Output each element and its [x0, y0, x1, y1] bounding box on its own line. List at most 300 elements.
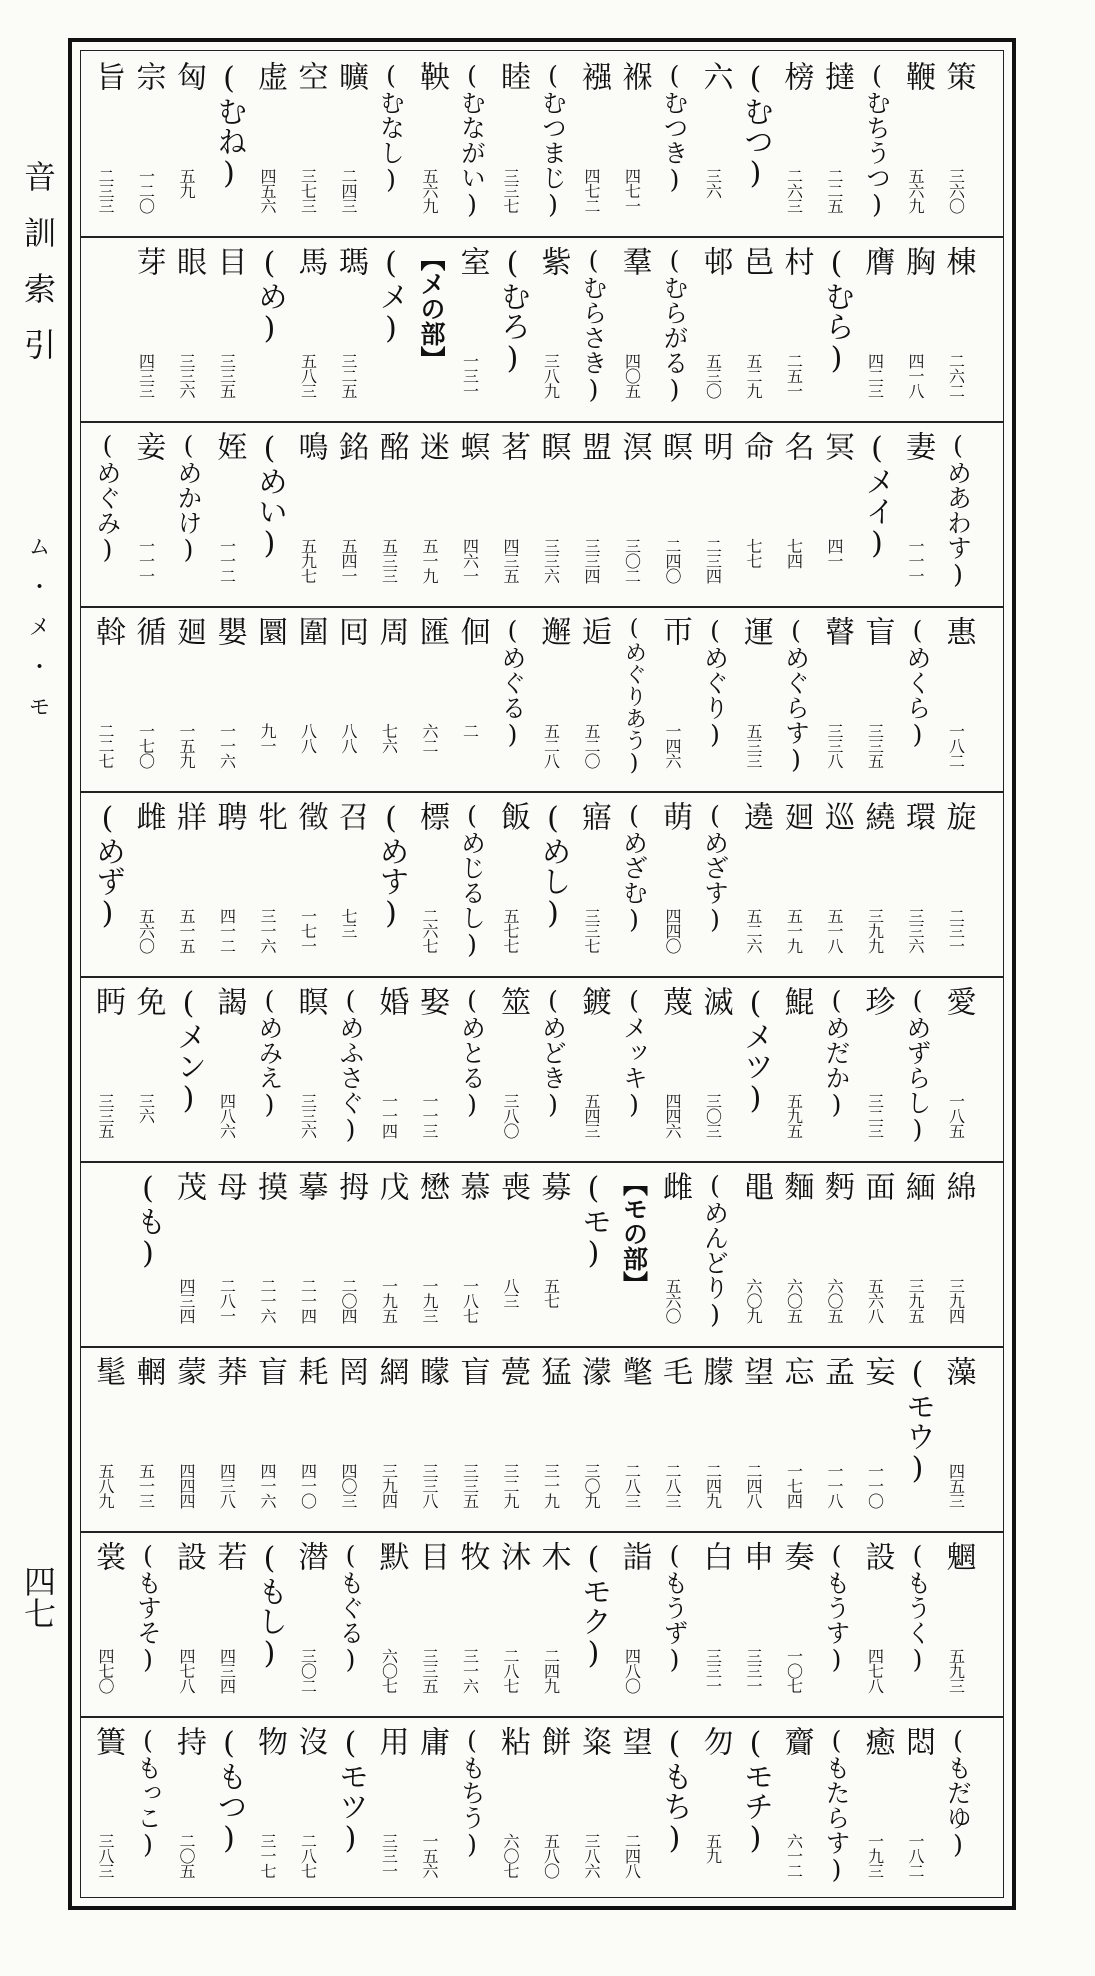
index-entry: 命: [738, 431, 773, 461]
index-entry: 暝: [657, 431, 692, 461]
index-entry: 毛: [657, 1356, 692, 1386]
page-reference: 二八七: [298, 1833, 318, 1878]
page-reference: 四一: [825, 538, 844, 568]
page-reference: 四一二: [217, 908, 237, 953]
index-entry: 膺: [859, 246, 895, 276]
page-reference: 四四四: [177, 1463, 196, 1508]
page-reference: 四三四: [177, 1278, 196, 1323]
index-entry: 胸: [900, 246, 935, 276]
page-reference: 九一: [258, 723, 277, 753]
index-entry: 設: [859, 1541, 895, 1571]
index-entry: (むつ): [738, 61, 773, 191]
page-reference: 四四〇: [663, 908, 682, 953]
page-reference: 七六: [379, 723, 399, 753]
page-reference: 八八: [339, 723, 358, 753]
index-entry: 螟: [454, 431, 490, 461]
index-entry: 簣: [90, 1726, 125, 1756]
page-reference: 二〇五: [177, 1833, 196, 1878]
index-entry: 旋: [940, 801, 976, 831]
index-entry: (もうす): [822, 1541, 851, 1674]
page-reference: 五二六: [744, 908, 763, 953]
page-reference: 五九五: [784, 1093, 804, 1138]
band-divider: [81, 1531, 1003, 1533]
index-entry: 逅: [576, 616, 611, 646]
page-reference: 三三六: [906, 908, 925, 953]
index-entry: (めず): [90, 801, 125, 931]
page-reference: 一七四: [784, 1463, 804, 1508]
page-reference: 七七: [744, 538, 763, 568]
page-reference: 五二八: [541, 723, 561, 768]
page-reference: 一九三: [420, 1278, 439, 1323]
index-entry: 麵: [778, 1171, 814, 1201]
index-entry: 喪: [495, 1171, 530, 1201]
page-reference: 四六一: [460, 538, 480, 583]
index-entry: 粢: [576, 1726, 611, 1756]
index-entry: 室: [454, 246, 490, 276]
index-entry: 環: [900, 801, 935, 831]
index-entry: 默: [373, 1541, 409, 1571]
page-reference: 三三八: [825, 723, 844, 768]
page-reference: 一二〇: [136, 168, 156, 213]
index-entry: 雌: [130, 801, 166, 831]
index-entry: 摹: [292, 1171, 328, 1201]
band-divider: [81, 236, 1003, 238]
page-reference: 五一九: [420, 538, 439, 583]
index-entry: 白: [697, 1541, 733, 1571]
index-entry: (メン): [171, 986, 206, 1116]
index-entry: 盲: [859, 616, 895, 646]
index-entry: 襁: [576, 61, 611, 91]
index-entry: 矇: [414, 1356, 449, 1386]
section-heading: 【メの部】: [417, 246, 446, 371]
index-entry: (モツ): [333, 1726, 368, 1856]
page-reference: 一一〇: [865, 1463, 885, 1508]
index-entry: 明: [697, 431, 733, 461]
index-entry: 若: [211, 1541, 247, 1571]
index-entry: 廻: [171, 616, 206, 646]
page-reference: 四七一: [622, 168, 642, 213]
index-entry: 瞽: [819, 616, 854, 646]
page-reference: 一一二: [217, 538, 237, 583]
index-entry: (めくら): [903, 616, 932, 749]
index-entry: (めあわす): [943, 431, 973, 589]
index-entry: 目: [211, 246, 247, 276]
index-entry: (メイ): [859, 431, 895, 561]
index-entry: (もし): [252, 1541, 287, 1671]
index-entry: 萌: [657, 801, 692, 831]
index-entry: 罔: [333, 1356, 368, 1386]
index-entry: 癒: [859, 1726, 895, 1756]
index-entry: 髦: [90, 1356, 125, 1386]
page-reference: 一五六: [420, 1833, 439, 1878]
index-entry: (もすそ): [133, 1541, 163, 1674]
band-divider: [81, 606, 1003, 608]
page-reference: 五九七: [298, 538, 318, 583]
page-reference: 二三四: [703, 538, 723, 583]
index-entry: 筮: [495, 986, 530, 1016]
page-reference: 五四三: [582, 1093, 601, 1138]
index-entry: (め): [252, 246, 287, 346]
index-entry: (もち): [657, 1726, 692, 1856]
index-entry: (メ): [373, 246, 409, 346]
page-reference: 二一六: [258, 1278, 277, 1323]
page-reference: 五二九: [744, 353, 763, 398]
page-reference: 三三五: [865, 723, 885, 768]
page-reference: 三三五: [460, 1463, 480, 1508]
index-entry: 奏: [778, 1541, 814, 1571]
index-entry: 運: [738, 616, 773, 646]
index-entry: (めかけ): [174, 431, 203, 564]
index-entry: (メツ): [738, 986, 773, 1116]
index-entry: 盲: [454, 1356, 490, 1386]
page-reference: 四八〇: [622, 1648, 642, 1693]
index-entry: 繞: [859, 801, 895, 831]
index-entry: 榜: [778, 61, 814, 91]
page-reference: 三〇二: [298, 1648, 318, 1693]
page-reference: 二四〇: [663, 538, 682, 583]
index-entry: 帀: [657, 616, 692, 646]
index-entry: 嬰: [211, 616, 247, 646]
page-reference: 五三三: [744, 723, 763, 768]
index-entry: 輞: [130, 1356, 166, 1386]
index-entry: 募: [535, 1171, 571, 1201]
index-title: 音訓索引: [19, 160, 57, 384]
index-entry: 潜: [292, 1541, 328, 1571]
page-reference: 一八二: [906, 1833, 925, 1878]
page-reference: 六一二: [784, 1833, 804, 1878]
page-reference: 四七二: [582, 168, 601, 213]
index-entry: (めぐみ): [93, 431, 122, 564]
page-reference: 三八六: [582, 1833, 601, 1878]
index-entry: 寤: [576, 801, 611, 831]
index-entry: 鍍: [576, 986, 611, 1016]
index-entry: 鳴: [292, 431, 328, 461]
index-entry: 甍: [495, 1356, 530, 1386]
index-entry: 撻: [819, 61, 854, 91]
index-entry: 姪: [211, 431, 247, 461]
index-entry: 望: [616, 1726, 652, 1756]
index-entry: (めぐり): [700, 616, 730, 749]
page-reference: 二八三: [622, 1463, 642, 1508]
page-reference: 三八〇: [501, 1093, 520, 1138]
page-reference: 二三一: [946, 908, 966, 953]
index-entry: (めぐる): [498, 616, 527, 749]
band-divider: [81, 1716, 1003, 1718]
index-entry: 虚: [252, 61, 287, 91]
index-entry: 村: [778, 246, 814, 276]
index-entry: 面: [859, 1171, 895, 1201]
index-entry: 圍: [292, 616, 328, 646]
page-reference: 三八九: [541, 353, 561, 398]
index-entry: 茗: [495, 431, 530, 461]
index-entry: (もつ): [211, 1726, 247, 1856]
page-reference: 二八七: [501, 1648, 520, 1693]
page-reference: 五一五: [177, 908, 196, 953]
index-entry: (モチ): [738, 1726, 773, 1856]
page-reference: 四五三: [946, 1463, 966, 1508]
page-reference: 二八一: [217, 1278, 237, 1323]
page-reference: 四〇五: [622, 353, 642, 398]
page-reference: 六〇五: [784, 1278, 804, 1323]
page-reference: 三二九: [501, 1463, 520, 1508]
index-entry: 珍: [859, 986, 895, 1016]
index-entry: 粘: [495, 1726, 530, 1756]
page-reference: 四〇三: [339, 1463, 358, 1508]
index-entry: 詣: [616, 1541, 652, 1571]
index-entry: 猛: [535, 1356, 571, 1386]
page-reference: 四七八: [865, 1648, 885, 1693]
index-entry: 朦: [697, 1356, 733, 1386]
index-entry: 策: [940, 61, 976, 91]
section-label: ム・メ・モ: [25, 535, 50, 735]
index-entry: 曠: [333, 61, 368, 91]
index-entry: (むら): [819, 246, 854, 376]
index-entry: 目: [414, 1541, 449, 1571]
page-reference: 四一〇: [298, 1463, 318, 1508]
index-entry: 鞭: [900, 61, 935, 91]
index-entry: 謁: [211, 986, 247, 1016]
index-entry: (モウ): [900, 1356, 935, 1486]
index-entry: (も): [130, 1171, 166, 1271]
page-reference: 五三〇: [703, 353, 723, 398]
page-reference: 四四六: [663, 1093, 682, 1138]
page-reference: 四三四: [217, 1648, 237, 1693]
page-reference: 一一一: [906, 538, 925, 583]
index-entry: 惠: [940, 616, 976, 646]
index-entry: 迷: [414, 431, 449, 461]
index-entry: 餅: [535, 1726, 571, 1756]
index-entry: 周: [373, 616, 409, 646]
index-entry: 悶: [900, 1726, 935, 1756]
page-reference: 三八三: [96, 1833, 115, 1878]
page-reference: 一一六: [217, 723, 237, 768]
page-reference: 一八二: [946, 723, 966, 768]
page-reference: 一一一: [136, 538, 156, 583]
index-entry: 妻: [900, 431, 935, 461]
page-reference: 三三六: [298, 1093, 318, 1138]
index-entry: (むつまじ): [538, 61, 568, 219]
index-entry: 濛: [576, 1356, 611, 1386]
index-entry: 邑: [738, 246, 773, 276]
index-entry: 孟: [819, 1356, 854, 1386]
page-reference: 五七七: [501, 908, 520, 953]
page-reference: 三三一: [703, 1648, 723, 1693]
index-entry: 鞅: [414, 61, 449, 91]
index-entry: (むつき): [660, 61, 689, 194]
index-entry: (むらさき): [579, 246, 608, 404]
index-entry: 蔑: [657, 986, 692, 1016]
page-reference: 二四三: [339, 168, 358, 213]
index-entry: 網: [373, 1356, 409, 1386]
index-entry: (めだか): [822, 986, 851, 1119]
page-reference: 二四八: [622, 1833, 642, 1878]
index-entry: (めとる): [457, 986, 487, 1119]
index-entry: 魍: [940, 1541, 976, 1571]
page-reference: 一四六: [663, 723, 682, 768]
page-reference: 三三七: [501, 168, 520, 213]
index-entry: 裳: [90, 1541, 125, 1571]
page-reference: 三〇三: [703, 1093, 723, 1138]
page-reference: 一九三: [865, 1833, 885, 1878]
page-reference: 五八九: [96, 1463, 115, 1508]
index-entry: (モク): [576, 1541, 611, 1671]
page-reference: 二四九: [541, 1648, 561, 1693]
index-entry: (もだゆ): [943, 1726, 973, 1859]
page-reference: 四一六: [258, 1463, 277, 1508]
page-reference: 二四八: [744, 1463, 763, 1508]
page-reference: 三三一: [744, 1648, 763, 1693]
index-entry: 廻: [778, 801, 814, 831]
page-reference: 四一八: [906, 353, 925, 398]
index-entry: (モ): [576, 1171, 611, 1271]
index-entry: 羣: [616, 246, 652, 276]
page-reference: 三三八: [420, 1463, 439, 1508]
index-entry: 標: [414, 801, 449, 831]
page-reference: 五九: [703, 1833, 723, 1863]
index-entry: 緬: [900, 1171, 935, 1201]
page-reference: 三三一: [379, 1833, 399, 1878]
index-entry: 申: [738, 1541, 773, 1571]
page-reference: 四三三: [136, 353, 156, 398]
index-entry: (めざむ): [619, 801, 649, 934]
page-reference: 五六九: [906, 168, 925, 213]
index-entry: 旨: [90, 61, 125, 91]
page-reference: 一七一: [298, 908, 318, 953]
index-entry: 庸: [414, 1726, 449, 1756]
index-entry: 睦: [495, 61, 530, 91]
page-reference: 四八六: [217, 1093, 237, 1138]
page-reference: 五六九: [420, 168, 439, 213]
index-entry: (めぐらす): [781, 616, 811, 774]
index-entry: 冥: [819, 431, 854, 461]
index-entry: (もたらす): [822, 1726, 851, 1884]
band-divider: [81, 791, 1003, 793]
page-reference: 一一八: [825, 1463, 844, 1508]
index-entry: 牧: [454, 1541, 490, 1571]
index-entry: 徵: [292, 801, 328, 831]
index-entry: 棟: [940, 246, 976, 276]
band-divider: [81, 1161, 1003, 1163]
page-reference: 三一九: [541, 1463, 561, 1508]
page-reference: 三二五: [339, 353, 358, 398]
index-entry: 免: [130, 986, 166, 1016]
index-entry: 圜: [252, 616, 287, 646]
page-reference: 六〇九: [744, 1278, 763, 1323]
page-reference: 五三三: [379, 538, 399, 583]
page-reference: 五七: [541, 1278, 561, 1308]
page-reference: 五九: [177, 168, 196, 198]
index-entry: 囘: [333, 616, 368, 646]
index-entry: 婚: [373, 986, 409, 1016]
index-entry: 邨: [697, 246, 733, 276]
page-reference: 三七三: [298, 168, 318, 213]
page-reference: 三三七: [582, 908, 601, 953]
index-entry: 盟: [576, 431, 611, 461]
index-entry: (めし): [535, 801, 571, 931]
index-entry: 紫: [535, 246, 571, 276]
index-entry: (むちうつ): [862, 61, 892, 219]
page-reference: 一八五: [946, 1093, 966, 1138]
page-reference: 三一六: [258, 908, 277, 953]
page-reference: 三九四: [946, 1278, 966, 1323]
page-reference: 二二五: [825, 168, 844, 213]
index-entry: (むね): [211, 61, 247, 191]
page-reference: 四五六: [258, 168, 277, 213]
page-reference: 一五九: [177, 723, 196, 768]
index-entry: (めんどり): [700, 1171, 730, 1329]
page-reference: 四七八: [177, 1648, 196, 1693]
band-divider: [81, 976, 1003, 978]
index-entry: (めずらし): [903, 986, 932, 1144]
page-reference: 八三: [501, 1278, 520, 1308]
page-reference: 六〇七: [379, 1648, 399, 1693]
index-entry: 匈: [171, 61, 206, 91]
index-entry: 齎: [778, 1726, 814, 1756]
page-reference: 五八〇: [541, 1833, 561, 1878]
index-entry: 耗: [292, 1356, 328, 1386]
page-reference: 二六七: [420, 908, 439, 953]
index-entry: 遶: [738, 801, 773, 831]
page-reference: 七四: [784, 538, 804, 568]
page-reference: 三三六: [177, 353, 196, 398]
index-entry: 設: [171, 1541, 206, 1571]
index-entry: 空: [292, 61, 328, 91]
index-entry: 溟: [616, 431, 652, 461]
index-entry: (もぐる): [336, 1541, 365, 1674]
page-reference: 三三五: [96, 1093, 115, 1138]
page-reference: 一九五: [379, 1278, 399, 1323]
page-reference: 三九五: [906, 1278, 925, 1323]
page-reference: 三三六: [541, 538, 561, 583]
index-entry: 氅: [616, 1356, 652, 1386]
index-entry: (むろ): [495, 246, 530, 376]
index-entry: 忘: [778, 1356, 814, 1386]
index-entry: (めざす): [700, 801, 730, 934]
index-entry: 循: [130, 616, 166, 646]
page-reference: 五八三: [298, 353, 318, 398]
index-entry: 戊: [373, 1171, 409, 1201]
index-entry: (むらがる): [660, 246, 689, 404]
index-entry: 瑪: [333, 246, 368, 276]
page-reference: 七三: [339, 908, 358, 938]
index-entry: 瞑: [535, 431, 571, 461]
index-entry: 母: [211, 1171, 247, 1201]
band-divider: [81, 421, 1003, 423]
page-number: 四七: [19, 1565, 57, 1629]
page-reference: 四三五: [501, 538, 520, 583]
page-reference: 一一四: [379, 1093, 399, 1138]
index-entry: 酩: [373, 431, 409, 461]
page-reference: 二五一: [784, 353, 804, 398]
page-reference: 三六: [136, 1093, 156, 1123]
page-reference: 一〇七: [784, 1648, 804, 1693]
index-entry: 愛: [940, 986, 976, 1016]
page-reference: 二一四: [298, 1278, 318, 1323]
index-entry: (めぐりあう): [621, 616, 647, 776]
page-reference: 三九九: [865, 908, 885, 953]
page-reference: 三三五: [420, 1648, 439, 1693]
index-entry: 盲: [252, 1356, 287, 1386]
index-entry: 鯤: [778, 986, 814, 1016]
page-reference: 三六: [703, 168, 723, 198]
index-frame: [68, 38, 1016, 1910]
page-reference: 四七〇: [96, 1648, 115, 1693]
page-reference: 二: [460, 723, 480, 738]
index-entry: 妾: [130, 431, 166, 461]
index-entry: 木: [535, 1541, 571, 1571]
index-entry: 芽: [130, 246, 166, 276]
index-entry: 滅: [697, 986, 733, 1016]
